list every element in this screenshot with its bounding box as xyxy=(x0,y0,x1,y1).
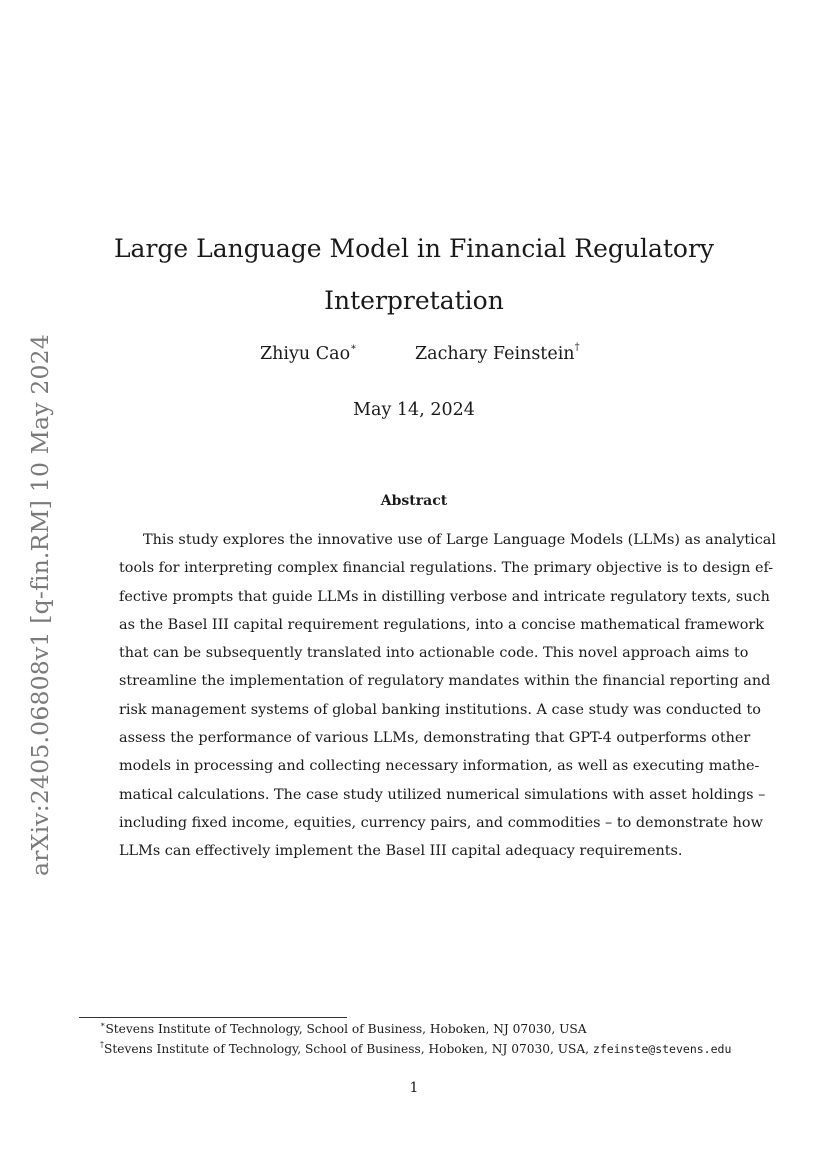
abstract-line: risk management systems of global banking institutions. A case study was conducted to xyxy=(119,701,761,718)
footnote-text: Stevens Institute of Technology, School of Business, Hoboken, NJ 07030, USA xyxy=(105,1022,587,1037)
author-footnote-mark: † xyxy=(574,342,580,354)
footnote-1 xyxy=(100,1021,587,1036)
abstract-line: LLMs can effectively implement the Basel III capital adequacy requirements. xyxy=(119,843,683,860)
abstract-line: models in processing and collecting necessary information, as well as executing mathe- xyxy=(119,758,760,775)
title-line-1: Large Language Model in Financial Regulatory xyxy=(113,233,715,263)
abstract-heading: Abstract xyxy=(380,493,448,509)
abstract-line: This study explores the innovative use of Large Language Models (LLMs) as analytical xyxy=(143,532,776,548)
arxiv-identifier-stamp: arXiv:2405.06808v1 [q-fin.RM] 10 May 2024 xyxy=(26,334,54,876)
abstract-line: tools for interpreting complex financial regulations. The primary objective is to design ef- xyxy=(119,560,774,577)
paper-title xyxy=(100,223,728,327)
abstract-line: as the Basel III capital requirement regulations, into a concise mathematical framework xyxy=(119,616,765,633)
author-name: Zhiyu Cao xyxy=(260,344,351,364)
author-1 xyxy=(260,344,357,364)
author-2 xyxy=(415,344,580,364)
paper-date: May 14, 2024 xyxy=(353,400,475,420)
author-name: Zachary Feinstein xyxy=(415,344,575,364)
abstract-line: streamline the implementation of regulatory mandates within the financial reporting and xyxy=(119,673,771,690)
footnote-2 xyxy=(100,1041,731,1056)
abstract-line: matical calculations. The case study utilized numerical simulations with asset holdings – xyxy=(119,786,766,803)
abstract-body xyxy=(119,526,776,866)
page-number: 1 xyxy=(409,1080,419,1096)
footnote-mark: ∗ xyxy=(100,1020,106,1029)
footnote-text: Stevens Institute of Technology, School of Business, Hoboken, NJ 07030, USA, xyxy=(104,1042,593,1057)
footnote-mark: † xyxy=(100,1040,104,1049)
abstract-line: including fixed income, equities, currency pairs, and commodities – to demonstrate how xyxy=(119,814,763,831)
abstract-line: that can be subsequently translated into actionable code. This novel approach aims to xyxy=(119,645,749,662)
abstract-line: fective prompts that guide LLMs in distilling verbose and intricate regulatory texts, such xyxy=(119,588,770,605)
title-line-2: Interpretation xyxy=(324,285,504,315)
footnote-divider xyxy=(79,1017,347,1018)
email-link[interactable]: zfeinste@stevens.edu xyxy=(592,1042,732,1057)
abstract-line: assess the performance of various LLMs, demonstrating that GPT-4 outperforms other xyxy=(119,730,751,747)
author-footnote-mark: ∗ xyxy=(350,342,357,354)
